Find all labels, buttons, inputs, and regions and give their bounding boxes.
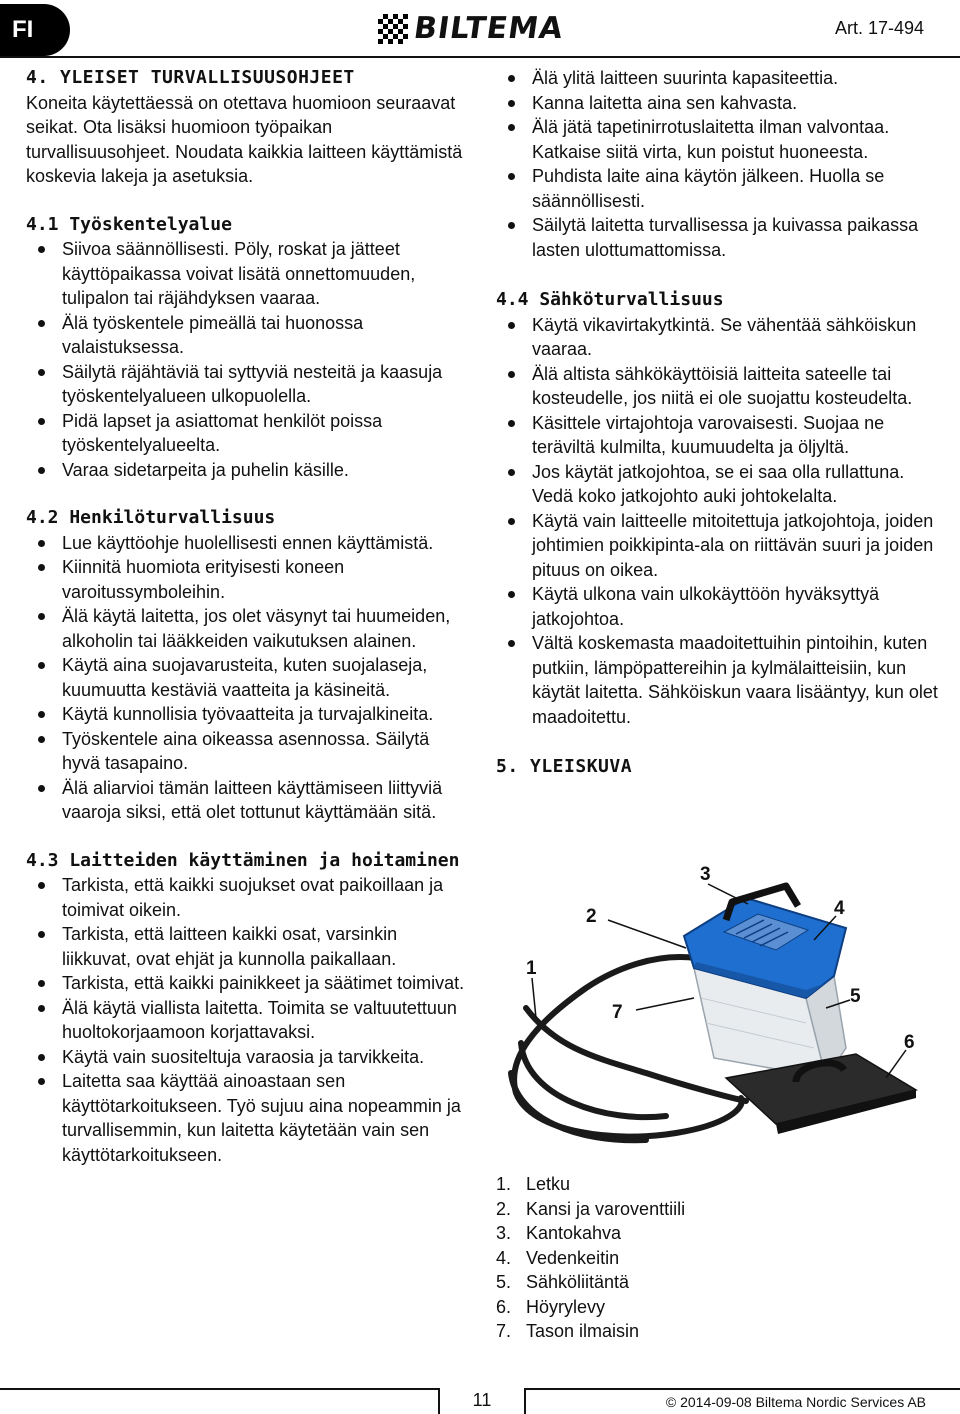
part-label: Sähköliitäntä [526,1272,630,1292]
copyright-notice: © 2014-09-08 Biltema Nordic Services AB [665,1394,926,1410]
section-5-title: 5. YLEISKUVA [496,756,633,777]
list-item: Älä työskentele pimeällä tai huonossa valaistuksessa. [26,311,466,360]
section-4-title: 4. YLEISET TURVALLISUUSOHJEET [26,67,355,88]
language-code: FI [12,16,34,43]
list-item: Säilytä räjähtäviä tai syttyviä nesteitä ja kaasuja työskentelyalueen ulkopuolella. [26,360,466,409]
continued-list [496,66,942,262]
list-item [496,1172,942,1197]
section-4-1-list [26,237,466,482]
list-item: Älä ylitä laitteen suurinta kapasiteettia. [496,66,942,91]
list-item: Älä altista sähkökäyttöisiä laitteita sateelle tai kosteudelle, jos niitä ei ole suojattu kosteudelta. [496,362,942,411]
list-item: Käytä vain suositeltuja varaosia ja tarvikkeita. [26,1045,466,1070]
article-number: Art. 17-494 [834,18,924,38]
parts-list-block [496,1172,942,1344]
list-item: Säilytä laitetta turvallisessa ja kuivassa paikassa lasten ulottumattomissa. [496,213,942,262]
section-4-4-list [496,313,942,730]
steam-plate [726,1054,916,1134]
list-item: Älä käytä viallista laitetta. Toimita se valtuutettuun huoltokorjaamoon korjattavaksi. [26,996,466,1045]
brand-name: BILTEMA [411,11,566,46]
list-item: Työskentele aina oikeassa asennossa. Säilytä hyvä tasapaino. [26,727,466,776]
left-column [26,66,466,1167]
section-4-1-title: 4.1 Työskentelyalue [26,213,232,235]
part-label: Kantokahva [526,1223,622,1243]
list-item: Jos käytät jatkojohtoa, se ei saa olla rullattuna. Vedä koko jatkojohto auki johtokelalta. [496,460,942,509]
list-item: Kiinnitä huomiota erityisesti koneen varoitussymboleihin. [26,555,466,604]
callout-3: 3 [700,864,711,885]
list-item [496,1197,942,1222]
part-number: 3. [496,1223,512,1243]
part-label: Letku [526,1174,571,1194]
section-4-3-title: 4.3 Laitteiden käyttäminen ja hoitaminen [26,849,460,871]
part-number: 1. [496,1174,512,1194]
callout-1: 1 [526,958,537,979]
list-item: Varaa sidetarpeita ja puhelin käsille. [26,458,466,483]
list-item [496,1295,942,1320]
section-4-intro: Koneita käytettäessä on otettava huomioon seuraavat seikat. Ota lisäksi huomioon työpaikan turvallisuusohjeet. Noudata kaikkia laitteen käyttämistä koskevia lakeja ja asetuksia. [26,92,463,186]
part-number: 5. [496,1272,512,1292]
section-4-2-title: 4.2 Henkilöturvallisuus [26,507,276,528]
parts-list [496,1172,942,1344]
list-item: Käsittele virtajohtoja varovaisesti. Suojaa ne teräviltä kulmilta, kuumuudelta ja öljyltä. [496,411,942,460]
list-item: Kanna laitetta aina sen kahvasta. [496,91,942,116]
list-item: Lue käyttöohje huolellisesti ennen käyttämistä. [26,531,466,556]
language-badge [0,4,70,56]
list-item: Älä käytä laitetta, jos olet väsynyt tai huumeiden, alkoholin tai lääkkeiden vaikutuksen alainen. [26,604,466,653]
part-label: Kansi ja varoventtiili [526,1198,686,1219]
list-item: Käytä aina suojavarusteita, kuten suojalaseja, kuumuutta kestäviä vaatteita ja käsineitä. [26,653,466,702]
list-item: Tarkista, että kaikki suojukset ovat paikoillaan ja toimivat oikein. [26,873,466,922]
list-item: Käytä vain laitteelle mitoitettuja jatkojohtoja, joiden johtimien poikkipinta-ala on riittävän suuri ja joiden pituus on oikea. [496,509,942,583]
part-label: Tason ilmaisin [526,1321,640,1341]
callout-6: 6 [904,1032,915,1053]
list-item: Tarkista, että laitteen kaikki osat, varsinkin liikkuvat, ovat ehjät ja kunnolla paikallaan. [26,922,466,971]
product-overview-figure [496,858,942,1154]
list-item [496,1270,942,1295]
part-number: 4. [496,1247,512,1268]
section-4-2-list [26,531,466,825]
steam-stripper-illustration [496,858,942,1154]
brand-logo [378,11,566,46]
list-item: Älä aliarvioi tämän laitteen käyttämiseen liittyviä vaaroja siksi, että olet tottunut käyttämään sitä. [26,776,466,825]
callout-7: 7 [612,1002,623,1023]
list-item: Pidä lapset ja asiattomat henkilöt poissa työskentelyalueelta. [26,409,466,458]
part-label: Höyrylevy [526,1296,606,1317]
callout-4: 4 [834,898,845,919]
page-number-box [438,1388,526,1414]
part-number: 6. [496,1296,512,1317]
callout-2: 2 [586,906,597,927]
list-item: Käytä kunnollisia työvaatteita ja turvajalkineita. [26,702,466,727]
list-item: Älä jätä tapetinirrotuslaitetta ilman valvontaa. Katkaise siitä virta, kun poistut huoneesta. [496,115,942,164]
list-item [496,1319,942,1344]
right-column [496,66,942,780]
list-item: Siivoa säännöllisesti. Pöly, roskat ja jätteet käyttöpaikassa voivat lisätä onnettomuuden, tulipalon tai räjähdyksen vaaraa. [26,237,466,311]
part-label: Vedenkeitin [526,1247,620,1268]
list-item: Tarkista, että kaikki painikkeet ja säätimet toimivat. [26,971,466,996]
list-item [496,1246,942,1271]
header-rule [0,56,960,58]
list-item [496,1221,942,1246]
checkered-flag-icon [378,14,408,44]
part-number: 2. [496,1198,512,1219]
part-number: 7. [496,1321,512,1341]
callout-5: 5 [850,986,861,1007]
list-item: Käytä ulkona vain ulkokäyttöön hyväksyttyä jatkojohtoa. [496,582,942,631]
list-item: Vältä koskemasta maadoitettuihin pintoihin, kuten putkiin, lämpöpattereihin ja kylmälaitteisiin, kun käytät laitetta. Sähköiskun vaara lisääntyy, kun olet maadoitettu. [496,631,942,729]
list-item: Puhdista laite aina käytön jälkeen. Huolla se säännöllisesti. [496,164,942,213]
section-4-4-title: 4.4 Sähköturvallisuus [496,289,724,310]
section-4-3-list [26,873,466,1167]
list-item: Laitetta saa käyttää ainoastaan sen käyttötarkoitukseen. Työ sujuu aina nopeammin ja turvallisemmin, kun laitetta käytetään vain sen käyttötarkoitukseen. [26,1069,466,1167]
list-item: Käytä vikavirtakytkintä. Se vähentää sähköiskun vaaraa. [496,313,942,362]
page-number: 11 [472,1390,492,1410]
